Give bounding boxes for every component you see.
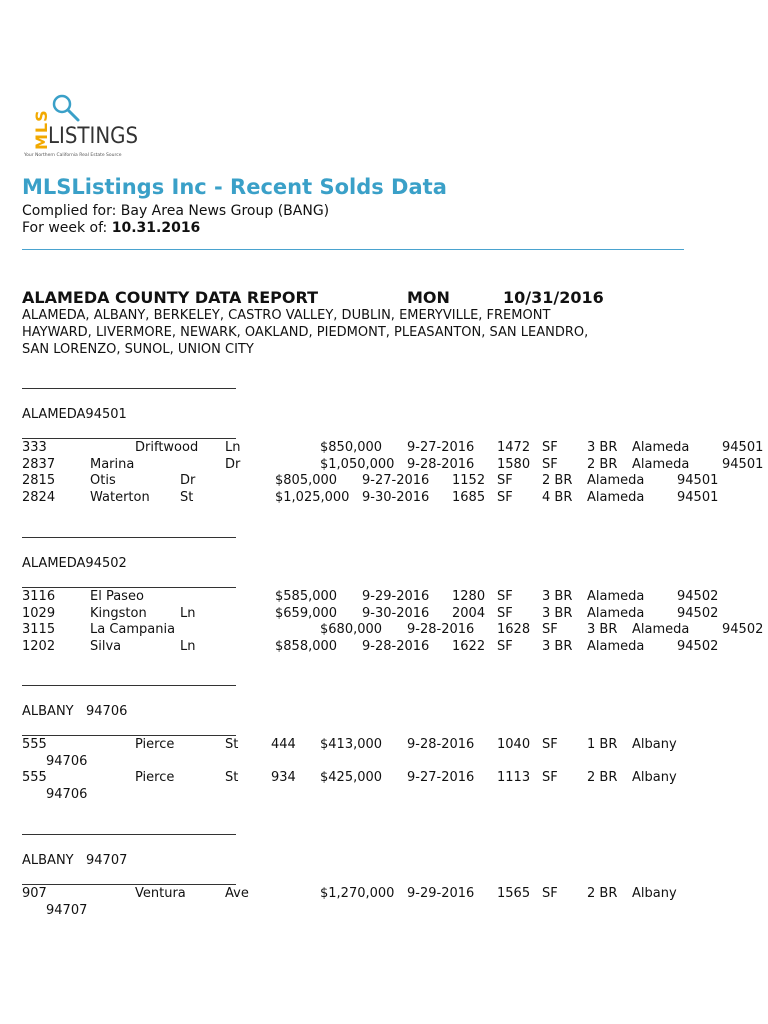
- sale-cell: 9-28-2016: [407, 737, 475, 752]
- sale-cell: 94502: [677, 605, 719, 621]
- sale-cell: 3 BR: [542, 638, 573, 654]
- cities-line: ALAMEDA, ALBANY, BERKELEY, CASTRO VALLEY, DUBLIN, EMERYVILLE, FREMONT: [22, 308, 551, 323]
- area-heading: ALAMEDA94502: [22, 556, 127, 571]
- sale-cell: 1580: [497, 456, 531, 472]
- sale-cell: SF: [497, 473, 513, 489]
- sale-cell: 4 BR: [542, 489, 573, 505]
- sale-cell: 2837: [22, 456, 56, 472]
- sale-cell: SF: [542, 886, 558, 901]
- sale-cell: $585,000: [275, 589, 338, 604]
- sale-cell: Ln: [180, 605, 196, 621]
- sale-cell: 3115: [22, 622, 56, 638]
- sale-cell: Dr: [180, 473, 196, 489]
- sale-cell: Ventura: [135, 886, 186, 901]
- sale-cell: 9-27-2016: [362, 473, 430, 489]
- area-heading: ALAMEDA94501: [22, 407, 127, 422]
- sale-cell: Alameda: [587, 589, 645, 604]
- report-day: MON: [407, 288, 450, 307]
- sale-cell: $1,025,000: [275, 489, 350, 505]
- sale-cell: 9-29-2016: [362, 589, 430, 604]
- sale-cell: Kingston: [90, 605, 147, 621]
- sale-cell: 2004: [452, 605, 486, 621]
- sale-cell: $680,000: [320, 622, 383, 638]
- sale-cell: 555: [22, 770, 47, 786]
- sale-cell: 94501: [722, 440, 764, 455]
- separator-rule: [22, 884, 236, 885]
- sale-cell: $659,000: [275, 605, 338, 621]
- sale-cell: Otis: [90, 473, 116, 489]
- sale-cell: Alameda: [632, 622, 690, 638]
- area-heading: ALBANY 94706: [22, 704, 128, 719]
- sale-cell: 94501: [677, 489, 719, 505]
- cities-line: SAN LORENZO, SUNOL, UNION CITY: [22, 342, 254, 357]
- sale-cell: Alameda: [587, 638, 645, 654]
- logo-tagline: Your Northern California Real Estate Source: [24, 153, 122, 158]
- sale-cell: Alameda: [632, 456, 690, 472]
- sale-cell: 9-27-2016: [407, 770, 475, 786]
- area-heading: ALBANY 94707: [22, 853, 128, 868]
- separator-rule: [22, 587, 236, 588]
- sale-cell: La Campania: [90, 622, 176, 638]
- sale-cell: 1029: [22, 605, 56, 621]
- sale-cell: 3116: [22, 589, 56, 604]
- sale-cell: El Paseo: [90, 589, 144, 604]
- sale-cell: 94502: [677, 638, 719, 654]
- separator-rule: [22, 685, 236, 686]
- compiled-for-text: Complied for: Bay Area News Group (BANG): [22, 203, 330, 219]
- sale-cell: 2 BR: [587, 456, 618, 472]
- sale-cell: 94502: [677, 589, 719, 604]
- sale-cell: SF: [542, 737, 558, 752]
- sale-cell: $1,270,000: [320, 886, 395, 901]
- sale-cell: 1622: [452, 638, 486, 654]
- sale-cell: 1472: [497, 440, 531, 455]
- sale-cell: 555: [22, 737, 47, 752]
- sale-cell: 9-30-2016: [362, 489, 430, 505]
- sale-cell: 1565: [497, 886, 531, 901]
- separator-rule: [22, 388, 236, 389]
- logo-mls-text: MLS: [32, 109, 51, 150]
- sale-cell: Alameda: [587, 489, 645, 505]
- sale-cell: Dr: [225, 456, 241, 472]
- sale-cell: 1040: [497, 737, 531, 752]
- sale-cell: 2 BR: [587, 886, 618, 901]
- sale-cell: 3 BR: [587, 440, 618, 455]
- sale-cell: Ln: [180, 638, 196, 654]
- sale-cell: 94706: [46, 786, 88, 802]
- separator-rule: [22, 834, 236, 835]
- sale-cell: 9-28-2016: [407, 622, 475, 638]
- sale-cell: Alameda: [587, 473, 645, 489]
- week-line: [22, 220, 200, 236]
- week-label: For week of:: [22, 220, 112, 236]
- sale-cell: Pierce: [135, 737, 175, 752]
- sale-cell: SF: [497, 589, 513, 604]
- sale-cell: 94501: [677, 473, 719, 489]
- report-date: 10/31/2016: [503, 288, 604, 307]
- header-divider: [22, 249, 684, 250]
- sale-cell: 94707: [46, 902, 88, 918]
- sale-cell: 1685: [452, 489, 486, 505]
- sale-cell: 9-29-2016: [407, 886, 475, 901]
- sale-cell: Albany: [632, 737, 677, 752]
- week-value: 10.31.2016: [111, 220, 201, 236]
- sale-cell: SF: [542, 440, 558, 455]
- sale-cell: St: [225, 770, 239, 786]
- sale-cell: 9-28-2016: [407, 456, 475, 472]
- sale-cell: Albany: [632, 886, 677, 901]
- sale-cell: 94502: [722, 622, 764, 638]
- sale-cell: Driftwood: [135, 440, 199, 455]
- sale-cell: SF: [542, 622, 558, 638]
- sale-cell: 907: [22, 886, 47, 901]
- sale-cell: 94501: [722, 456, 764, 472]
- sale-cell: 2 BR: [587, 770, 618, 786]
- sale-cell: $425,000: [320, 770, 383, 786]
- separator-rule: [22, 537, 236, 538]
- page-title: MLSListings Inc - Recent Solds Data: [22, 175, 447, 199]
- sale-cell: 1280: [452, 589, 486, 604]
- sale-cell: Marina: [90, 456, 135, 472]
- sale-cell: Silva: [90, 638, 122, 654]
- sale-cell: SF: [542, 456, 558, 472]
- sale-cell: 1113: [497, 770, 531, 786]
- sale-cell: 934: [271, 770, 296, 786]
- mlslistings-logo: [22, 92, 152, 164]
- sale-cell: SF: [497, 638, 513, 654]
- sale-cell: 3 BR: [587, 622, 618, 638]
- sale-cell: 2824: [22, 489, 56, 505]
- sale-cell: 1152: [452, 473, 486, 489]
- sale-cell: Alameda: [587, 605, 645, 621]
- separator-rule: [22, 438, 236, 439]
- sale-cell: 1202: [22, 638, 56, 654]
- sale-cell: 1 BR: [587, 737, 618, 752]
- sale-cell: Waterton: [90, 489, 150, 505]
- sale-cell: $1,050,000: [320, 456, 395, 472]
- sale-cell: SF: [497, 605, 513, 621]
- sale-cell: SF: [542, 770, 558, 786]
- sale-cell: $805,000: [275, 473, 338, 489]
- sale-cell: 1628: [497, 622, 531, 638]
- sale-cell: Ave: [225, 886, 249, 901]
- sale-cell: 9-28-2016: [362, 638, 430, 654]
- sale-cell: 9-30-2016: [362, 605, 430, 621]
- sale-cell: 2815: [22, 473, 56, 489]
- sale-cell: SF: [497, 489, 513, 505]
- sale-cell: $850,000: [320, 440, 383, 455]
- sale-cell: $413,000: [320, 737, 383, 752]
- sale-cell: 3 BR: [542, 589, 573, 604]
- sale-cell: Alameda: [632, 440, 690, 455]
- sale-cell: St: [180, 489, 194, 505]
- sale-cell: 333: [22, 440, 47, 455]
- sale-cell: 2 BR: [542, 473, 573, 489]
- cities-line: HAYWARD, LIVERMORE, NEWARK, OAKLAND, PIEDMONT, PLEASANTON, SAN LEANDRO,: [22, 325, 589, 340]
- sale-cell: 9-27-2016: [407, 440, 475, 455]
- sale-cell: Ln: [225, 440, 241, 455]
- sale-cell: 94706: [46, 753, 88, 769]
- sale-cell: 444: [271, 737, 296, 752]
- separator-rule: [22, 735, 236, 736]
- sale-cell: Albany: [632, 770, 677, 786]
- sale-cell: 3 BR: [542, 605, 573, 621]
- sale-cell: $858,000: [275, 638, 338, 654]
- report-title: ALAMEDA COUNTY DATA REPORT: [22, 288, 318, 307]
- sale-cell: St: [225, 737, 239, 752]
- logo-listings-text: LISTINGS: [48, 124, 139, 149]
- sale-cell: Pierce: [135, 770, 175, 786]
